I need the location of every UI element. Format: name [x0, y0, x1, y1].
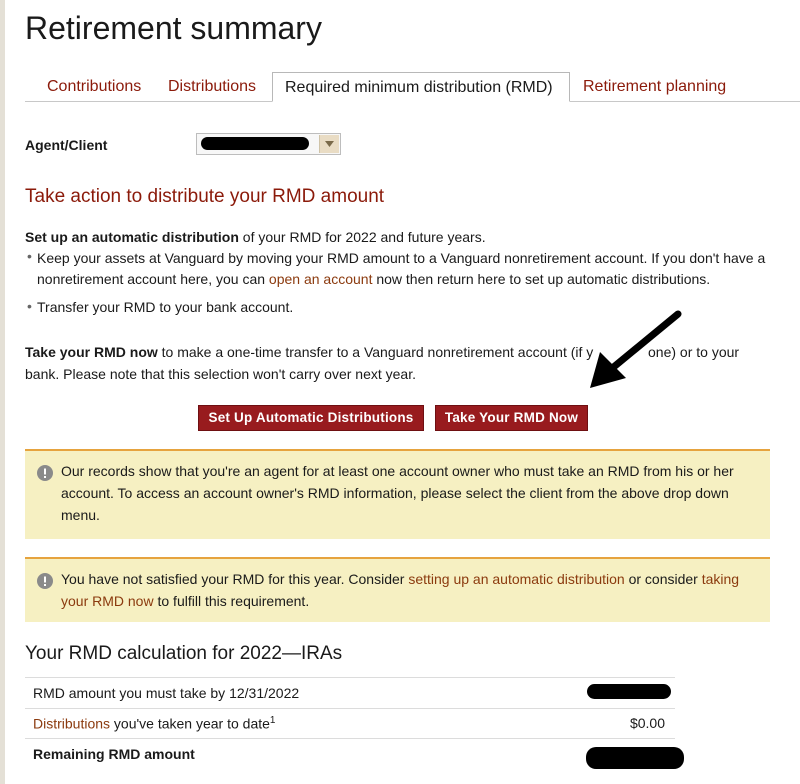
- distributions-ytd-value: $0.00: [629, 715, 665, 731]
- bullet-2-text: Transfer your RMD to your bank account.: [37, 299, 294, 315]
- agent-alert-line-3: menu.: [61, 507, 100, 523]
- take-now-line-1: [25, 341, 593, 363]
- redacted-remaining-rmd: [586, 747, 684, 769]
- table-row: [25, 708, 675, 739]
- tab-retirement-planning[interactable]: Retirement planning: [583, 78, 727, 95]
- tab-distributions[interactable]: Distributions: [168, 78, 257, 95]
- agent-client-label: Agent/Client: [25, 137, 108, 153]
- agent-alert-line-2: account. To access an account owner's RMD information, please select the client from the above drop down: [61, 485, 729, 501]
- setup-bold-text: Set up an automatic distribution: [25, 229, 239, 245]
- rmd-not-satisfied-line-2: [61, 590, 752, 612]
- bullet-1-line-1: Keep your assets at Vanguard by moving your RMD amount to a Vanguard nonretirement account. If you don't have a: [37, 250, 766, 266]
- take-action-heading: Take action to distribute your RMD amount: [25, 186, 385, 207]
- exclamation-circle-icon: [37, 573, 53, 589]
- distributions-ytd-text: you've taken year to date: [110, 715, 270, 732]
- distributions-ytd-label: [33, 715, 275, 732]
- redacted-rmd-amount: [587, 684, 671, 699]
- rmd-not-satisfied-post-text: to fulfill this requirement.: [153, 593, 310, 609]
- annotation-arrow: [586, 308, 686, 392]
- bullet-dot: •: [27, 248, 32, 264]
- chevron-down-icon[interactable]: [319, 135, 339, 153]
- setup-automatic-distributions-button[interactable]: Set Up Automatic Distributions: [198, 405, 424, 431]
- left-edge-strip: [0, 0, 5, 784]
- bullet-1-text-post: now then return here to set up automatic distributions.: [372, 271, 711, 287]
- taking-link[interactable]: taking: [701, 571, 740, 587]
- rmd-amount-label: RMD amount you must take by 12/31/2022: [33, 685, 300, 701]
- agent-client-select[interactable]: [196, 133, 341, 155]
- distributions-link[interactable]: Distributions: [33, 715, 111, 732]
- open-account-link[interactable]: open an account: [268, 271, 373, 287]
- setting-up-automatic-distribution-link[interactable]: setting up an automatic distribution: [408, 571, 625, 587]
- rmd-not-satisfied-text: You have not satisfied your RMD for this year. Consider: [61, 571, 409, 587]
- bullet-dot: •: [27, 298, 32, 314]
- table-row: [25, 739, 675, 769]
- take-rmd-now-button[interactable]: Take Your RMD Now: [435, 405, 588, 431]
- footnote-marker: 1: [269, 715, 276, 726]
- take-now-bold-text: Take your RMD now: [25, 344, 158, 360]
- take-now-line-1-tail: one) or to your: [648, 344, 740, 360]
- table-row: [25, 677, 675, 709]
- take-now-line-2: bank. Please note that this selection won't carry over next year.: [25, 366, 416, 382]
- exclamation-circle-icon: [37, 465, 53, 481]
- tab-rmd[interactable]: Required minimum distribution (RMD): [272, 72, 570, 102]
- take-now-text: to make a one-time transfer to a Vanguard nonretirement account (if y: [157, 344, 594, 360]
- rmd-not-satisfied-line-1: [61, 568, 752, 590]
- rmd-not-satisfied-alert: [25, 557, 770, 622]
- redacted-client-name: [201, 137, 309, 150]
- your-rmd-now-link[interactable]: your RMD now: [61, 593, 154, 609]
- tab-contributions[interactable]: Contributions: [47, 78, 142, 95]
- setup-paragraph: [25, 226, 486, 248]
- page-title: Retirement summary: [25, 10, 322, 46]
- agent-alert-line-1: Our records show that you're an agent for at least one account owner who must take an RMD from his or her: [61, 463, 734, 479]
- agent-alert: [25, 449, 770, 539]
- rmd-not-satisfied-mid-text: or consider: [624, 571, 702, 587]
- bullet-1-line-2: [37, 268, 710, 290]
- setup-rest-text: of your RMD for 2022 and future years.: [238, 229, 486, 245]
- remaining-rmd-label: Remaining RMD amount: [33, 746, 195, 762]
- bullet-1-text-pre: nonretirement account here, you can: [37, 271, 269, 287]
- rmd-calculation-heading: Your RMD calculation for 2022—IRAs: [25, 643, 343, 664]
